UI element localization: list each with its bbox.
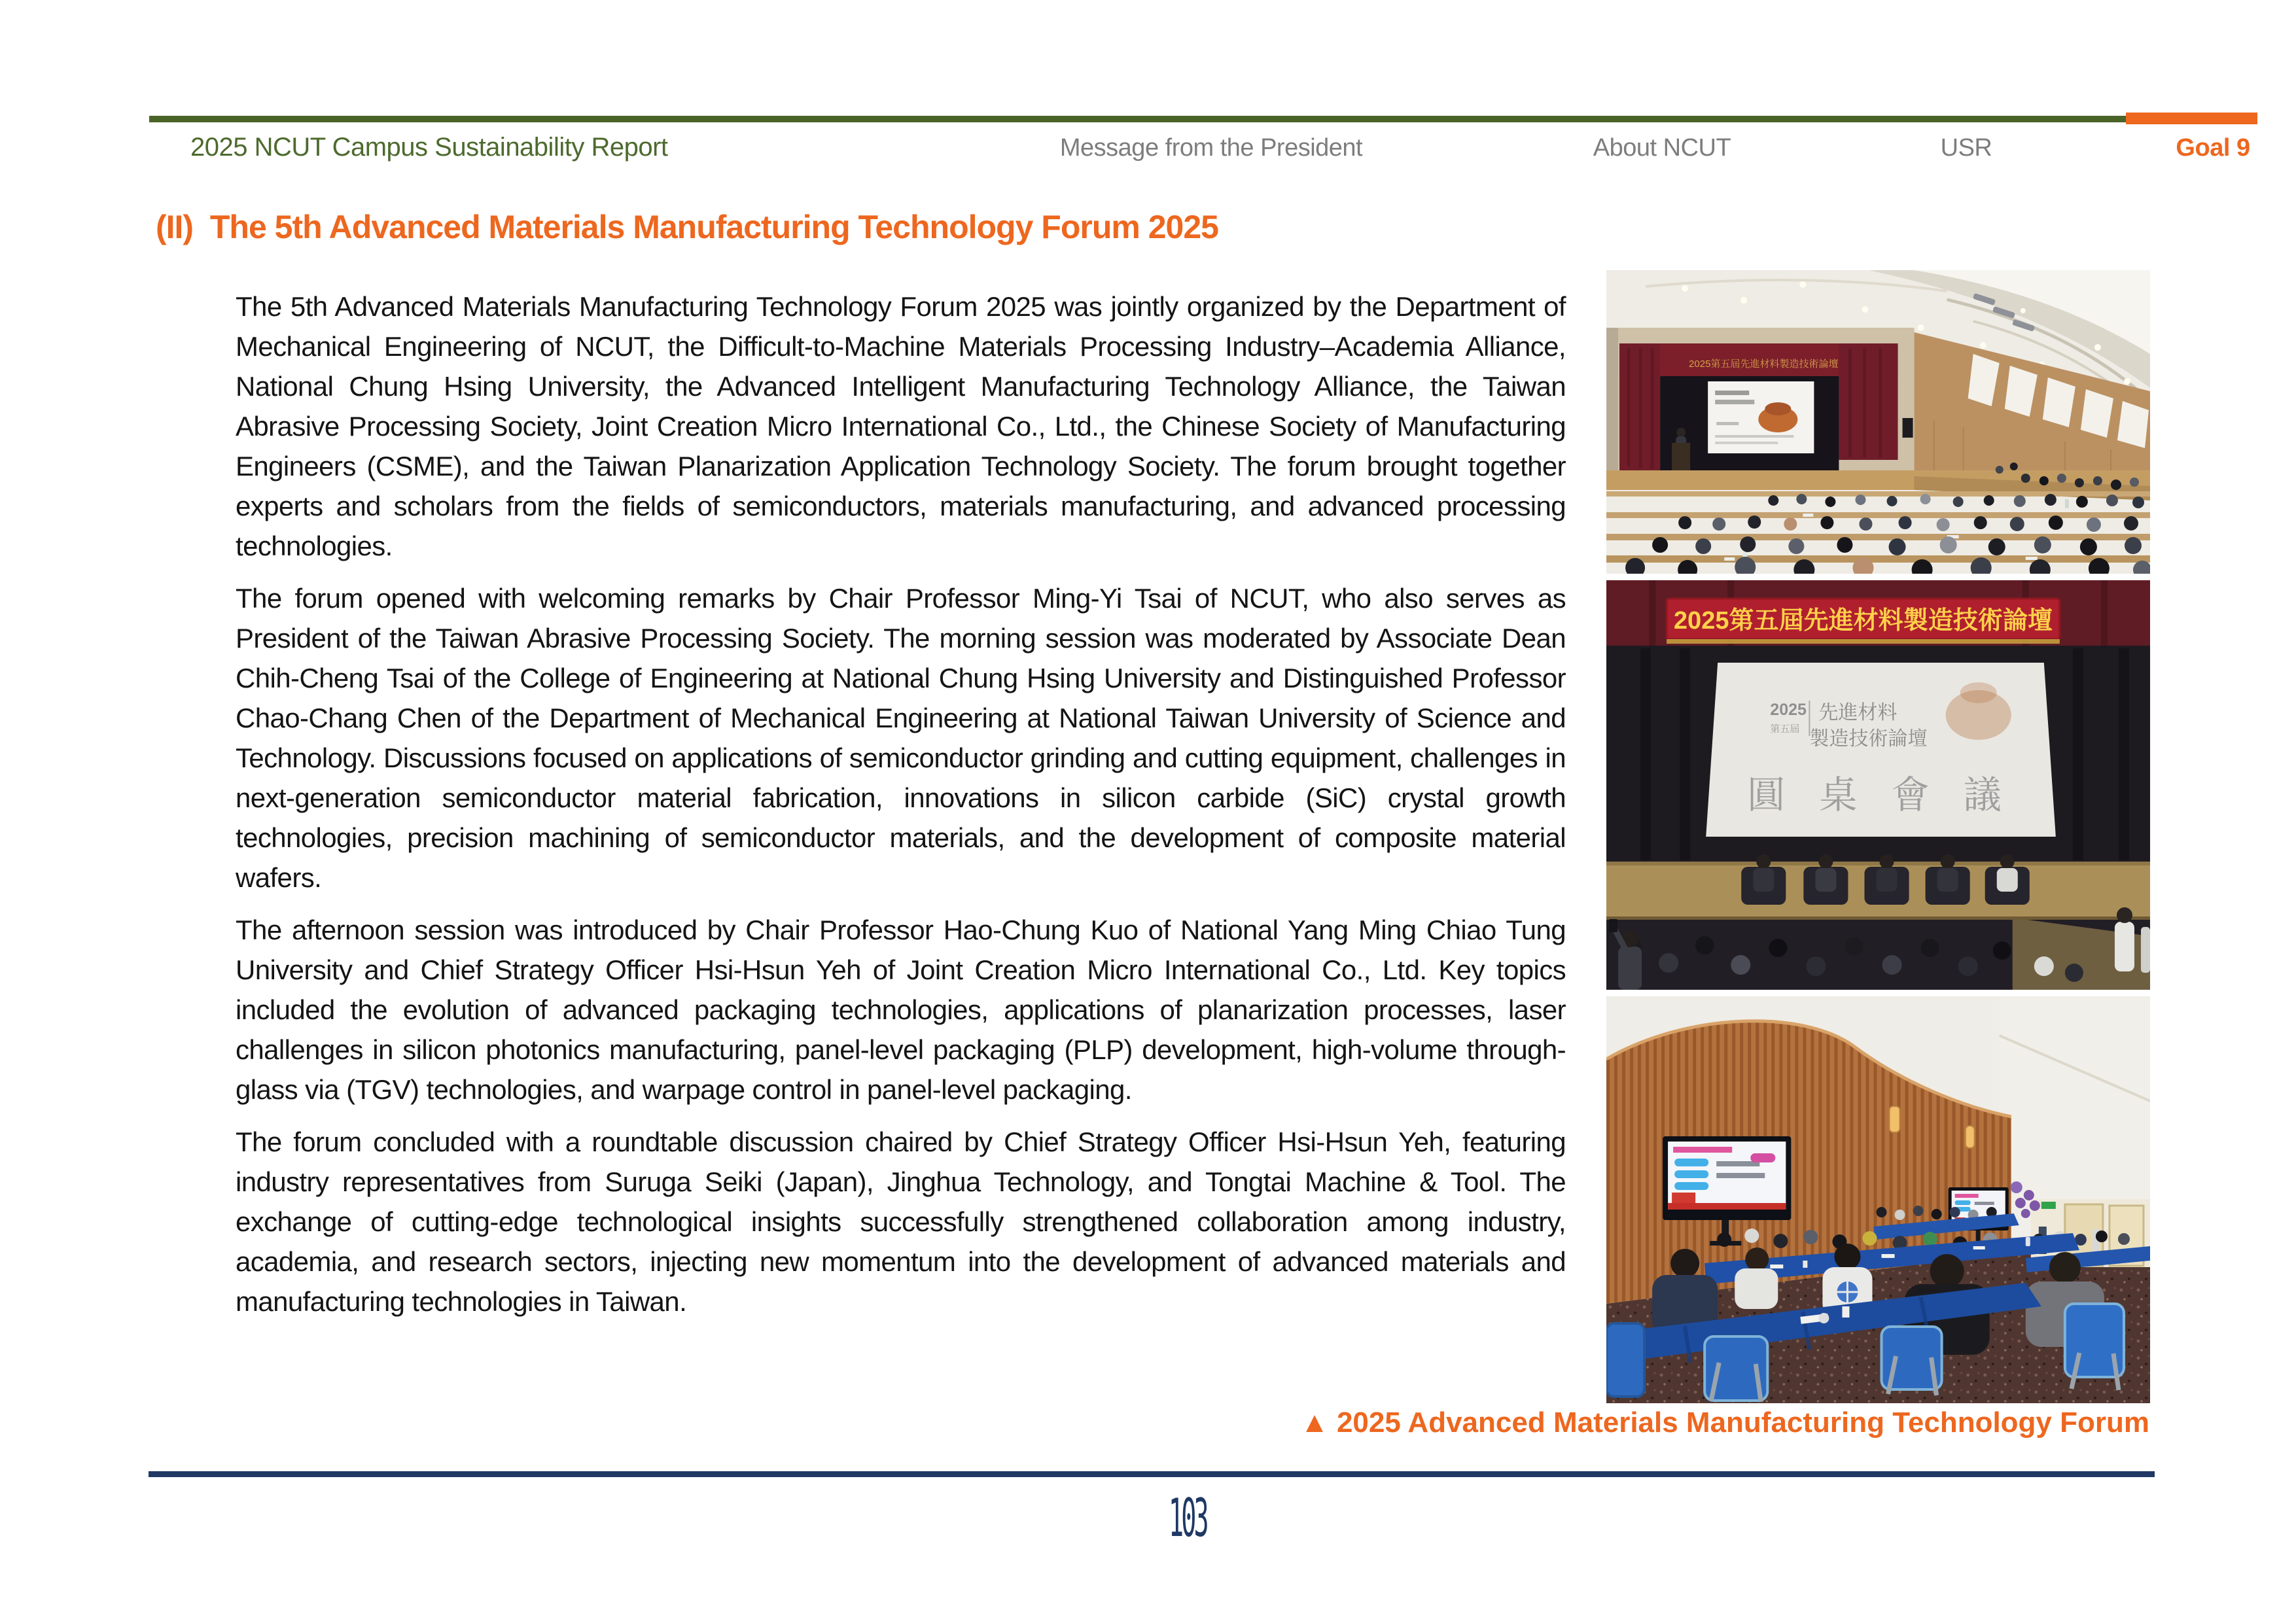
footer-rule	[149, 1471, 2155, 1477]
photo-auditorium-session	[1606, 270, 2150, 574]
wall-lamp	[1966, 1126, 1975, 1148]
photo-seminar-room	[1606, 996, 2150, 1403]
nav-item-about-ncut[interactable]: About NCUT	[1593, 134, 1731, 162]
photo1-banner-text: 2025第五屆先進材料製造技術論壇	[1689, 358, 1839, 370]
svg-text:製造技術論壇: 製造技術論壇	[1809, 728, 1928, 750]
photo-roundtable-discussion	[1606, 580, 2150, 990]
wall-lamp	[1890, 1106, 1900, 1132]
header-rule-orange-active	[2126, 113, 2257, 124]
svg-text:先進材料: 先進材料	[1818, 702, 1898, 724]
stage-curtain-right	[1839, 343, 1898, 460]
paragraph-3: The afternoon session was introduced by Chair Professor Hao-Chung Kuo of National Yang Ming Chiao Tung University and Chief Strategy Officer Hsi-Hsun Yeh of Joint Creation Micro International Co., Ltd. Key topics included the evolution of advanced packaging technologies, applications of planarization processes, laser challenges in silicon photonics manufacturing, panel-level packaging (PLP) development, high-volume through-glass via (TGV) technologies, and warpage control in panel-level packaging.	[236, 915, 1566, 1105]
photo2-banner-text: 2025第五屆先進材料製造技術論壇	[1673, 607, 2053, 635]
svg-text:2025: 2025	[1770, 701, 1807, 719]
body-text-column	[236, 287, 1566, 1334]
svg-text:第五屆: 第五屆	[1770, 724, 1800, 735]
nav-item-message-from-president[interactable]: Message from the President	[1059, 134, 1363, 162]
report-title: 2025 NCUT Campus Sustainability Report	[190, 133, 668, 162]
nav-item-usr[interactable]: USR	[1940, 134, 1992, 162]
paragraph-4: The forum concluded with a roundtable discussion chaired by Chief Strategy Officer Hsi-Hsun Yeh, featuring industry representatives from Suruga Seiki (Japan), Jinghua Technology, and Tongtai Machine & Tool. The exchange of cutting-edge technological insights successfully strengthened collaboration among industry, academia, and research sectors, injecting new momentum into the development of advanced materials and manufacturing technologies in Taiwan.	[236, 1126, 1566, 1317]
svg-text:圓 桌 會 議: 圓 桌 會 議	[1747, 774, 2013, 816]
page-number: 103	[1169, 1488, 1207, 1548]
photos-caption: ▲ 2025 Advanced Materials Manufacturing Technology Forum	[1300, 1406, 2149, 1439]
paragraph-2: The forum opened with welcoming remarks by Chair Professor Ming-Yi Tsai of NCUT, who also serves as President of the Taiwan Abrasive Processing Society. The morning session was moderated by Associate Dean Chih-Cheng Tsai of the College of Engineering at National Chung Hsing University and Distinguished Professor Chao-Chang Chen of the Department of Mechanical Engineering at National Taiwan University of Science and Technology. Discussions focused on applications of semiconductor grinding and cutting equipment, challenges in next-generation semiconductor material fabrication, innovations in silicon carbide (SiC) crystal growth technologies, precision machining of semiconductor materials, and the development of composite material wafers.	[236, 583, 1566, 893]
section-title: (II) The 5th Advanced Materials Manufacturing Technology Forum 2025	[156, 209, 1218, 245]
nav-item-goal-9[interactable]: Goal 9	[2176, 134, 2250, 162]
paragraph-1: The 5th Advanced Materials Manufacturing Technology Forum 2025 was jointly organized by the Department of Mechanical Engineering of NCUT, the Difficult-to-Machine Materials Processing Industry–Academia Alliance, National Chung Hsing University, the Advanced Intelligent Manufacturing Technology Alliance, the Taiwan Abrasive Processing Society, Joint Creation Micro International Co., Ltd., the Chinese Society of Manufacturing Engineers (CSME), and the Taiwan Planarization Application Technology Society. The forum brought together experts and scholars from the fields of semiconductors, materials manufacturing, and advanced processing technologies.	[236, 291, 1566, 561]
header-rule-green	[149, 116, 2127, 122]
